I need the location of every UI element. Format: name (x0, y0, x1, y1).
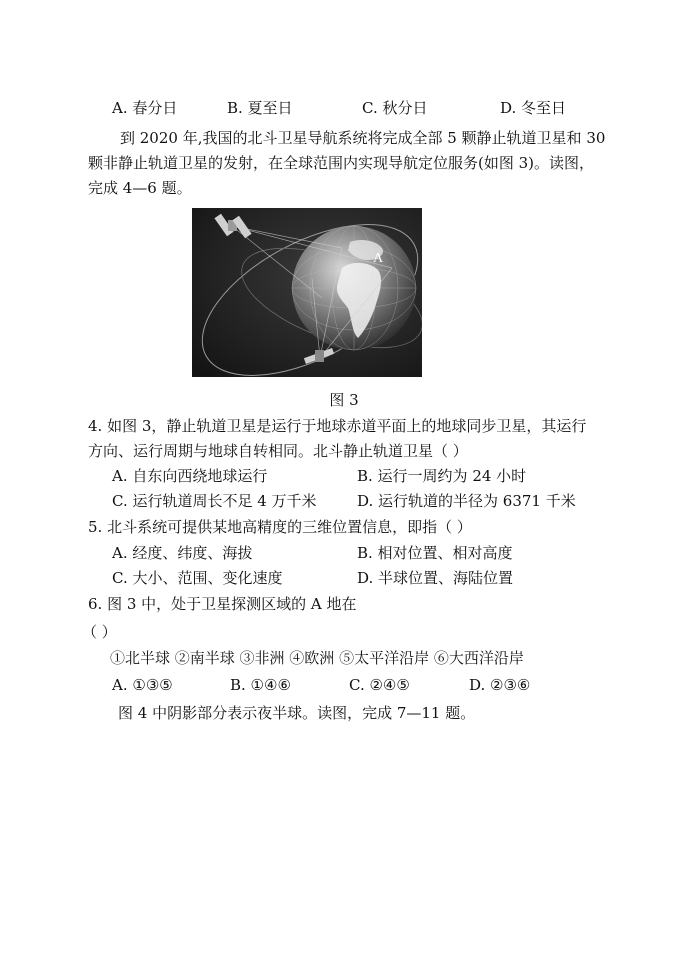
q4-stem-line-1: 4. 如图 3，静止轨道卫星是运行于地球赤道平面上的地球同步卫星，其运行 (88, 417, 587, 435)
q5-option-b: B. 相对位置、相对高度 (357, 544, 513, 562)
q3-option-a: A. 春分日 (112, 99, 178, 117)
q6-option-b: B. ①④⑥ (230, 676, 291, 694)
q6-option-a: A. ①③⑤ (112, 676, 173, 694)
q4-option-d: D. 运行轨道的半径为 6371 千米 (357, 492, 576, 510)
q3-option-d: D. 冬至日 (500, 99, 567, 117)
q7-11-intro: 图 4 中阴影部分表示夜半球。读图，完成 7—11 题。 (118, 704, 476, 722)
q4-option-c: C. 运行轨道周长不足 4 万千米 (112, 492, 317, 510)
q6-options-row (112, 675, 592, 695)
intro-line-1: 到 2020 年,我国的北斗卫星导航系统将完成全部 5 颗静止轨道卫星和 30 (120, 129, 606, 147)
q6-items: ①北半球 ②南半球 ③非洲 ④欧洲 ⑤太平洋沿岸 ⑥大西洋沿岸 (110, 649, 524, 667)
q5-stem: 5. 北斗系统可提供某地高精度的三维位置信息，即指（ ） (88, 518, 472, 536)
figure-3-satellite-image (192, 208, 422, 377)
satellite-earth-illustration (192, 208, 422, 377)
intro-line-3: 完成 4—6 题。 (88, 179, 192, 197)
q3-option-c: C. 秋分日 (362, 99, 428, 117)
q5-option-d: D. 半球位置、海陆位置 (357, 569, 514, 587)
q4-stem-line-2: 方向、运行周期与地球自转相同。北斗静止轨道卫星（ ） (88, 442, 468, 460)
figure-3-caption: 图 3 (329, 391, 359, 409)
q5-option-c: C. 大小、范围、变化速度 (112, 569, 283, 587)
q3-options-row (112, 98, 652, 118)
q4-option-a: A. 自东向西绕地球运行 (112, 467, 268, 485)
figure-label-a: A (373, 251, 384, 266)
q6-option-c: C. ②④⑤ (349, 676, 410, 694)
q6-stem: 6. 图 3 中，处于卫星探测区域的 A 地在 (88, 595, 357, 613)
q6-option-d: D. ②③⑥ (469, 676, 531, 694)
q5-option-a: A. 经度、纬度、海拔 (112, 544, 253, 562)
q3-option-b: B. 夏至日 (227, 99, 293, 117)
intro-line-2: 颗非静止轨道卫星的发射，在全球范围内实现导航定位服务(如图 3)。读图， (88, 154, 595, 172)
q6-answer-paren: （ ） (82, 623, 117, 641)
q4-option-b: B. 运行一周约为 24 小时 (357, 467, 527, 485)
